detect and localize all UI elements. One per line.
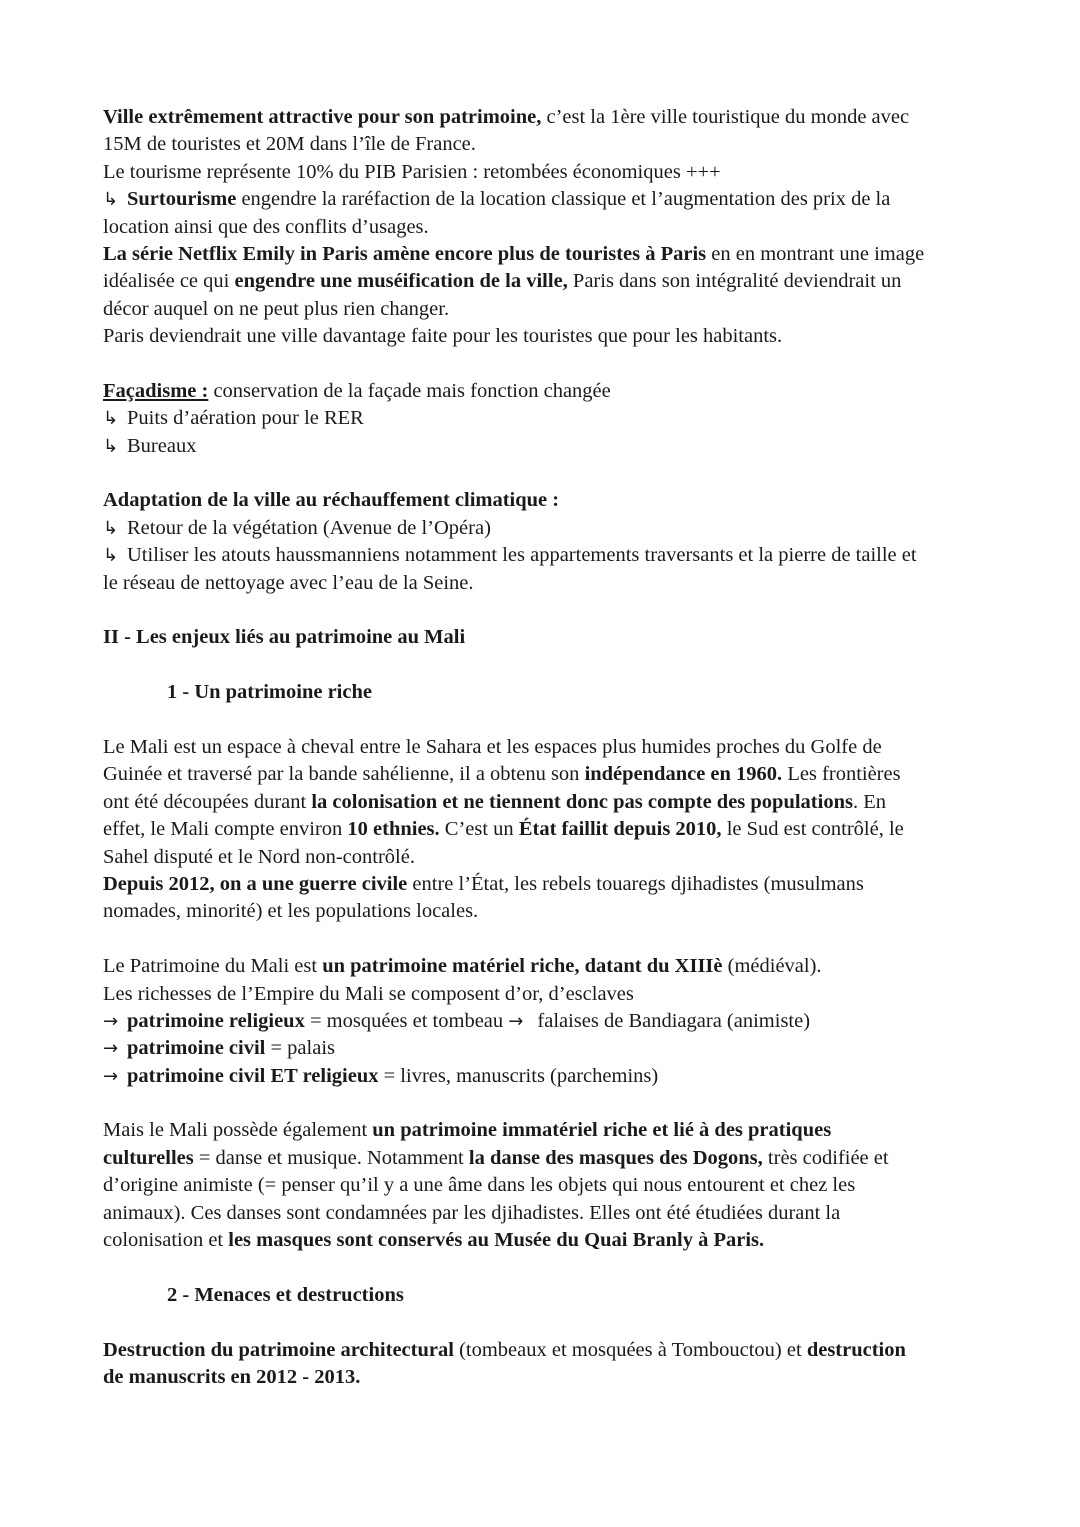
paragraph-facadisme: [103, 378, 983, 460]
text: très codifiée et: [762, 1146, 889, 1169]
text-line: décor auquel on ne peut plus rien changer.: [103, 297, 450, 320]
paragraph-mali-immateriel: [103, 1117, 983, 1254]
right-arrow-icon: →: [103, 1010, 119, 1032]
bold-text: patrimoine religieux: [127, 1009, 305, 1032]
hook-arrow-icon: ↳: [103, 189, 119, 211]
text: engendre la raréfaction de la location classique et l’augmentation des prix de la: [236, 188, 891, 211]
text: Paris dans son intégralité deviendrait un: [567, 270, 902, 293]
text: falaises de Bandiagara (animiste): [532, 1009, 811, 1032]
text-line: d’origine animiste (= penser qu’il y a une âme dans les objets qui nous entourent et chez les: [103, 1174, 856, 1197]
hook-arrow-icon: ↳: [103, 545, 119, 567]
text: en en montrant une image: [706, 242, 925, 265]
bold-text: La série Netflix Emily in Paris amène encore plus de touristes à Paris: [103, 242, 707, 265]
right-arrow-icon: →: [508, 1010, 524, 1032]
text: idéalisée ce qui: [103, 270, 235, 293]
text: Guinée et traversé par la bande sahélienne, il a obtenu son: [103, 763, 585, 786]
text: = danse et musique. Notamment: [193, 1146, 469, 1169]
bold-text: 10 ethnies.: [347, 818, 440, 841]
bold-text: un patrimoine immatériel riche et lié à des pratiques: [372, 1119, 832, 1142]
paragraph-mali-patrimoine: [103, 953, 983, 1090]
right-arrow-icon: →: [103, 1065, 119, 1087]
paragraph-mali-context: [103, 734, 983, 926]
text: ont été découpées durant: [103, 790, 312, 813]
text: . En: [852, 790, 886, 813]
text-line: Le Mali est un espace à cheval entre le Sahara et les espaces plus humides proches du Golfe de: [103, 735, 882, 758]
text: (tombeaux et mosquées à Tombouctou) et: [453, 1338, 807, 1361]
document-body: [103, 104, 983, 1391]
bold-text: culturelles: [103, 1146, 194, 1169]
subheading: 1 - Un patrimoine riche: [167, 681, 372, 704]
spacer: [103, 1309, 983, 1336]
list-item: Bureaux: [127, 434, 197, 457]
subheading: 2 - Menaces et destructions: [167, 1283, 404, 1306]
text-line: animaux). Ces danses sont condamnées par les djihadistes. Elles ont été étudiées durant la: [103, 1201, 841, 1224]
hook-arrow-icon: ↳: [103, 517, 119, 539]
spacer: [103, 460, 983, 487]
paragraph-climat: [103, 487, 983, 597]
list-item: Utiliser les atouts haussmanniens notamment les appartements traversants et la pierre de taille et: [127, 544, 917, 567]
bold-text: Surtourisme: [127, 188, 237, 211]
text: (médiéval).: [722, 955, 822, 978]
bold-text: Ville extrêmement attractive pour son patrimoine,: [103, 106, 542, 128]
text-line: Paris deviendrait une ville davantage faite pour les touristes que pour les habitants.: [103, 325, 783, 348]
text-line: location ainsi que des conflits d’usages.: [103, 215, 429, 238]
bold-text: un patrimoine matériel riche, datant du XIIIè: [322, 955, 723, 978]
text: le Sud est contrôlé, le: [721, 818, 904, 841]
text: conservation de la façade mais fonction changée: [208, 379, 611, 402]
spacer: [103, 1090, 983, 1117]
text-line: nomades, minorité) et les populations locales.: [103, 900, 479, 923]
bold-text: État faillit depuis 2010,: [518, 818, 722, 841]
text-line: Sahel disputé et le Nord non-contrôlé.: [103, 845, 415, 868]
text: Mais le Mali possède également: [103, 1119, 373, 1142]
bold-text: engendre une muséification de la ville,: [234, 270, 568, 293]
list-item: Puits d’aération pour le RER: [127, 407, 364, 430]
text: = mosquées et tombeau: [304, 1009, 509, 1032]
section-title: Adaptation de la ville au réchauffement climatique :: [103, 489, 560, 512]
spacer: [103, 652, 983, 679]
paragraph-paris-tourism: [103, 104, 983, 351]
text-line: Le tourisme représente 10% du PIB Parisien : retombées économiques +++: [103, 160, 721, 183]
spacer: [103, 1254, 983, 1281]
spacer: [103, 926, 983, 953]
right-arrow-icon: →: [103, 1038, 119, 1060]
spacer: [103, 597, 983, 624]
term-heading: Façadisme :: [103, 379, 209, 402]
text: = palais: [265, 1037, 335, 1060]
text: c’est la 1ère ville touristique du monde avec: [541, 106, 910, 128]
bold-text: la colonisation et ne tiennent donc pas compte des populations: [311, 790, 853, 813]
bold-text: les masques sont conservés au Musée du Quai Branly à Paris.: [228, 1229, 765, 1252]
spacer: [103, 707, 983, 734]
bold-text: Destruction du patrimoine architectural: [103, 1338, 454, 1361]
bold-text: Depuis 2012, on a une guerre civile: [103, 872, 408, 895]
hook-arrow-icon: ↳: [103, 435, 119, 457]
bold-text: patrimoine civil ET religieux: [127, 1064, 379, 1087]
spacer: [103, 351, 983, 378]
text: Le Patrimoine du Mali est: [103, 955, 323, 978]
text: = livres, manuscrits (parchemins): [378, 1064, 659, 1087]
bold-text: patrimoine civil: [127, 1037, 266, 1060]
paragraph-mali-destruction: [103, 1337, 983, 1392]
bold-text: destruction: [806, 1338, 906, 1361]
bold-text: indépendance en 1960.: [584, 763, 783, 786]
text: entre l’État, les rebels touaregs djihadistes (musulmans: [407, 872, 864, 895]
bold-text: de manuscrits en 2012 - 2013.: [103, 1365, 361, 1388]
hook-arrow-icon: ↳: [103, 408, 119, 430]
text: C’est un: [439, 818, 519, 841]
part-heading: II - Les enjeux liés au patrimoine au Mali: [103, 626, 466, 649]
text: effet, le Mali compte environ: [103, 818, 348, 841]
list-item: Retour de la végétation (Avenue de l’Opéra): [127, 516, 491, 539]
text-line: 15M de touristes et 20M dans l’île de France.: [103, 133, 476, 156]
text-line: Les richesses de l’Empire du Mali se composent d’or, d’esclaves: [103, 982, 634, 1005]
text: colonisation et: [103, 1229, 229, 1252]
text: Les frontières: [782, 763, 901, 786]
bold-text: la danse des masques des Dogons,: [468, 1146, 763, 1169]
text-line: le réseau de nettoyage avec l’eau de la Seine.: [103, 571, 474, 594]
